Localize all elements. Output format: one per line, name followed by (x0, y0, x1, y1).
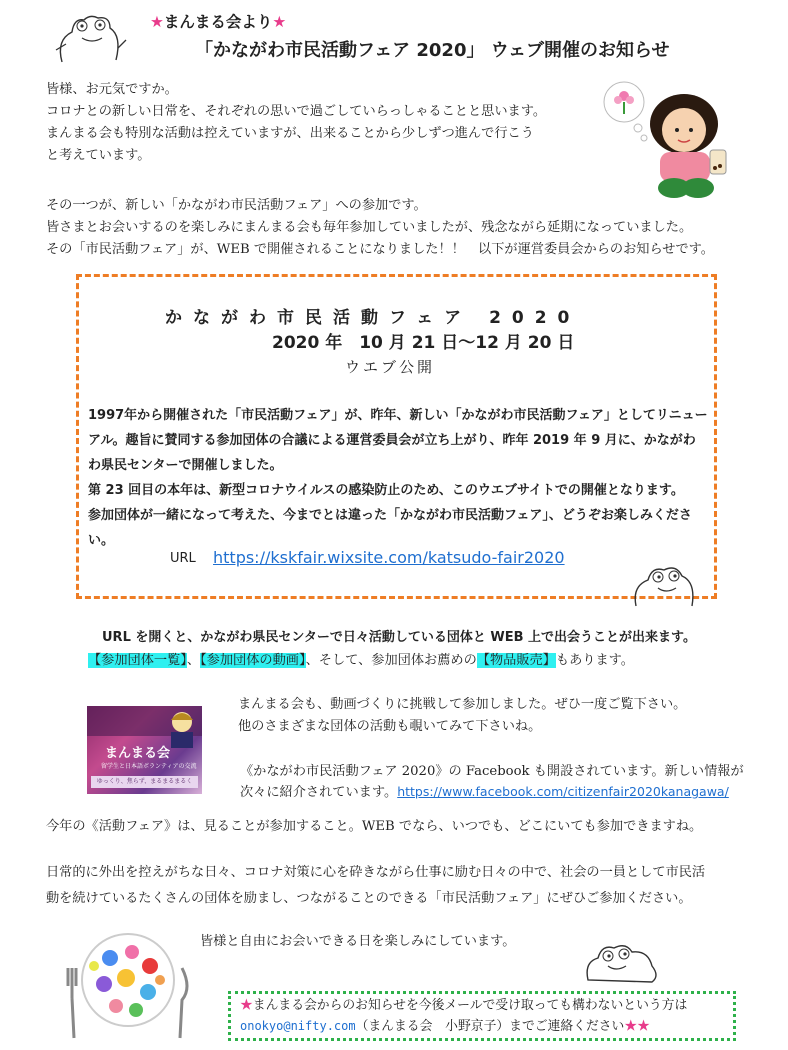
intro2-line: その一つが、新しい「かながわ市民活動フェア」への参加です。 (46, 198, 427, 213)
url-label: URL (170, 551, 196, 566)
closing2-paragraph (46, 860, 705, 912)
tag-participant-list: 【参加団体一覧】 (88, 653, 187, 668)
fair-date: 2020 年 10 月 21 日～12 月 20 日 (272, 333, 575, 353)
contact-line: （まんまる会 小野京子）までご連絡ください (355, 1019, 625, 1034)
fair-url-link[interactable]: https://kskfair.wixsite.com/katsudo-fair2020 (213, 548, 565, 567)
star-icon: ★ (272, 13, 287, 31)
tag-goods-sales: 【物品販売】 (476, 653, 556, 668)
frog-illustration (582, 940, 662, 986)
tag-participant-videos: 【参加団体の動画】 (200, 653, 306, 668)
closing1: 今年の《活動フェア》は、見ることが参加すること。WEB でなら、いつでも、どこにいても参加できますね。 (46, 819, 703, 834)
intro-line: と考えています。 (46, 148, 151, 163)
url-open-note: URL を開くと、かながわ県民センターで日々活動している団体と WEB 上で出会うことが出来ます。 (102, 630, 696, 645)
closing2-line: 日常的に外出を控えがちな日々、コロナ対策に心を砕きながら仕事に励む日々の中で、社会の一員として市民活 (46, 865, 706, 880)
page-title: 「かながわ市民活動フェア 2020」 ウェブ開催のお知らせ (195, 40, 670, 61)
tags-end-text: もあります。 (555, 653, 634, 668)
contact-text (240, 996, 687, 1037)
fair-body-line: 第 23 回目の本年は、新型コロナウイルスの感染防止のため、このウエブサイトでの開催となります。 (88, 483, 684, 498)
contact-line: まんまる会からのお知らせを今後メールで受け取っても構わないという方は (252, 998, 688, 1013)
header-org (150, 10, 286, 32)
intro-line: まんまる会も特別な活動は控えていますが、出来ることから少しずつ進んで行こう (46, 126, 534, 141)
video-line: まんまる会も、動画づくりに挑戦して参加しました。ぜひ一度ご覧下さい。 (238, 697, 687, 712)
thumb-tagline: ゆっくり、焦らず、まるまるまるく (91, 776, 198, 788)
intro2-line: 皆さまとお会いするのを楽しみにまんまる会も毎年参加していましたが、残念ながら延期になっていました。 (46, 220, 693, 235)
video-thumbnail[interactable] (87, 706, 202, 794)
fair-body (88, 403, 708, 553)
thumb-subtitle: 留学生と日本語ボランティアの交流 (101, 763, 197, 770)
closing2-line: 動を続けているたくさんの団体を励まし、つながることのできる「市民活動フェア」にぜひご参加ください。 (46, 891, 692, 906)
tags-line (88, 649, 634, 668)
separator: 、 (186, 653, 201, 668)
thumb-title: まんまる会 (105, 746, 171, 761)
person-icon (165, 708, 199, 748)
video-paragraph (238, 694, 686, 738)
fair-body-line: い。 (88, 533, 115, 548)
fair-body-line: アル。趣旨に賛同する参加団体の合議による運営委員会が立ち上がり、昨年 2019 年 9 月に、かながわ (88, 433, 696, 448)
tags-mid-text: 、そして、参加団体お薦めの (305, 653, 477, 668)
facebook-paragraph (240, 762, 744, 803)
frog-illustration (52, 10, 128, 68)
girl-illustration (598, 80, 738, 200)
facebook-line: 《かながわ市民活動フェア 2020》の Facebook も開設されています。新しい情報が (240, 764, 744, 779)
star-icon: ★★ (624, 1019, 650, 1034)
flower-plate-illustration (60, 928, 196, 1044)
intro-line: コロナとの新しい日常を、それぞれの思いで過ごしていらっしゃることと思います。 (46, 104, 547, 119)
contact-email-link[interactable]: onokyo@nifty.com (240, 1019, 356, 1033)
facebook-line: 次々に紹介されています。 (240, 785, 398, 800)
fair-web-label: ウエブ公開 (345, 358, 436, 376)
star-icon: ★ (150, 13, 164, 31)
intro2-line: その「市民活動フェア」が、WEB で開催されることになりました！！ 以下が運営委員会からのお知らせです。 (46, 242, 714, 257)
frog-illustration (630, 562, 702, 610)
org-name: まんまる会より (163, 13, 273, 31)
star-icon: ★ (240, 998, 253, 1013)
fair-body-line: 参加団体が一緒になって考えた、今までとは違った「かながわ市民活動フェア」、どうぞお楽しみくださ (88, 508, 692, 523)
intro2-paragraph (46, 195, 714, 261)
intro-line: 皆様、お元気ですか。 (46, 82, 178, 97)
fair-body-line: 1997年から開催された「市民活動フェア」が、昨年、新しい「かながわ市民活動フェア」としてリニュー (88, 408, 708, 423)
fair-body-line: わ県民センターで開催しました。 (88, 458, 283, 473)
video-line: 他のさまざまな団体の活動も覗いてみて下さいね。 (238, 719, 542, 734)
facebook-link[interactable]: https://www.facebook.com/citizenfair2020kanagawa/ (397, 784, 729, 799)
closing3: 皆様と自由にお会いできる日を楽しみにしています。 (200, 934, 516, 949)
intro-paragraph (46, 79, 546, 167)
fair-title: かながわ市民活動フェア 2020 (165, 308, 581, 328)
